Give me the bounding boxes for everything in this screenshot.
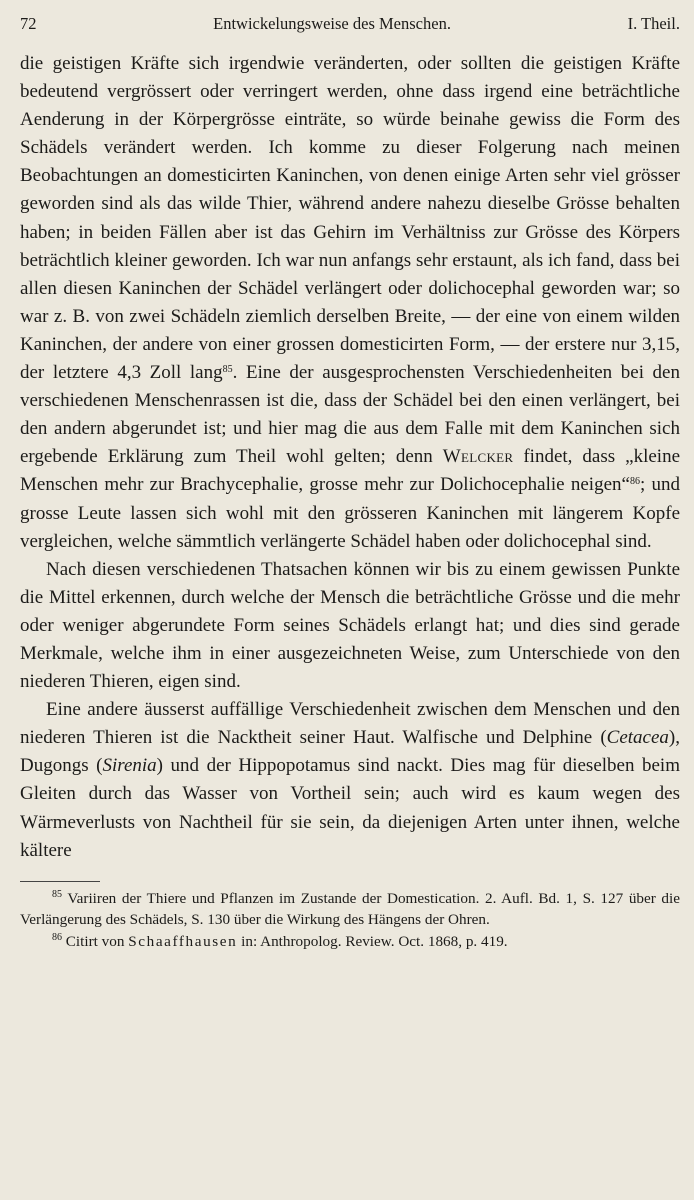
paragraph-2: Nach diesen verschiedenen Thatsachen können wir bis zu einem gewissen Punkte die Mittel erkennen, durch welche der Mensch die beträchtliche Grösse und die mehr oder weniger abgerundete Form seines Schädels erlangt hat; und dies sind gerade Merkmale, welche ihm in einer ausgezeichneten Weise, zum Unterschiede von den niederen Thieren, eigen sind. [20, 558, 680, 693]
text-run: ; und grosse Leute lassen sich wohl mit den grösseren Kaninchen mit längerem Kopfe vergleichen, welche sämmtlich verlängerte Schädel haben oder dolichocephal sind. [20, 474, 680, 552]
running-header [20, 14, 680, 42]
paragraph-3 [20, 696, 680, 865]
footnote-86 [20, 931, 680, 953]
paragraph-1 [20, 50, 680, 556]
text-run: findet, dass „kleine Menschen mehr zur Brachycephalie, grosse mehr zur Dolichocephalie neigen“ [20, 446, 680, 496]
text-run: Eine andere äusserst auffällige Verschiedenheit zwischen dem Menschen und den niederen Thieren ist die Nacktheit seiner Haut. Walfische und Delphine ( [20, 699, 680, 749]
author-name: Welcker [442, 446, 514, 468]
footnote-divider [20, 881, 100, 882]
main-text [20, 50, 680, 865]
text-run: die geistigen Kräfte sich irgendwie veränderten, oder sollten die geistigen Kräfte bedeutend vergrössert oder verringert werden, ohne dass irgend eine beträchtliche Aenderung in der Körpergrösse einträte, so würde beinahe gewiss die Form des Schädels verändert werden. Ich komme zu dieser Folgerung nach meinen Beobachtungen an domesticirten Kaninchen, von denen einige Arten sehr viel grösser geworden sind als das wilde Thier, während andere nahezu dieselbe Grösse behalten haben; in beiden Fällen aber ist das Gehirn im Verhältniss zur Grösse des Körpers beträchtlich kleiner geworden. Ich war nun anfangs sehr erstaunt, als ich fand, dass bei allen diesen Kaninchen der Schädel verlängert oder dolichocephal geworden war; so war z. B. von zwei Schädeln ziemlich derselben Breite, — der eine von einem wilden Kaninchen, der andere von einer grossen domesticirten Form, — der erstere nur 3,15, der letztere 4,3 Zoll lang [20, 53, 680, 384]
footnote-text: Citirt von [65, 932, 125, 950]
footnotes [20, 888, 680, 953]
footnote-mark: 86 [52, 931, 62, 943]
footnote-text: in: Anthropolog. Review. Oct. 1868, p. 419. [241, 932, 508, 950]
running-title: Entwickelungsweise des Menschen. [213, 14, 451, 33]
text-run: ) und der Hippopotamus sind nackt. Dies mag für dieselben beim Gleiten durch das Wasser von Vortheil sein; auch wird es kaum wegen des Wärmeverlusts von Nachtheil für sie sein, da diejenigen Arten unter ihnen, welche kältere [20, 755, 680, 861]
page-number: 72 [20, 14, 37, 33]
text-run: ), Dugongs ( [20, 727, 680, 777]
taxon-name: Cetacea [606, 727, 669, 749]
footnote-85 [20, 888, 680, 931]
text-run: . Eine der ausgesprochensten Verschiedenheiten bei den verschiedenen Menschenrassen ist die, dass der Schädel bei den einen verlängert, bei den andern abgerundet ist; und hier mag die aus dem Falle mit dem Kaninchen sich ergebende Erklärung zum Theil wohl gelten; denn [20, 362, 680, 468]
footnote-ref-85: 85 [222, 364, 233, 376]
footnote-text: Variiren der Thiere und Pflanzen im Zustande der Domestication. 2. Aufl. Bd. 1, S. 127 über die Verlängerung des Schädels, S. 130 über die Wirkung des Hängens der Ohren. [20, 889, 680, 929]
author-name: Schaaffhausen [128, 932, 238, 950]
footnote-ref-86: 86 [629, 476, 640, 488]
part-label: I. Theil. [627, 14, 680, 33]
footnote-mark: 85 [52, 888, 62, 900]
taxon-name: Sirenia [102, 755, 157, 777]
